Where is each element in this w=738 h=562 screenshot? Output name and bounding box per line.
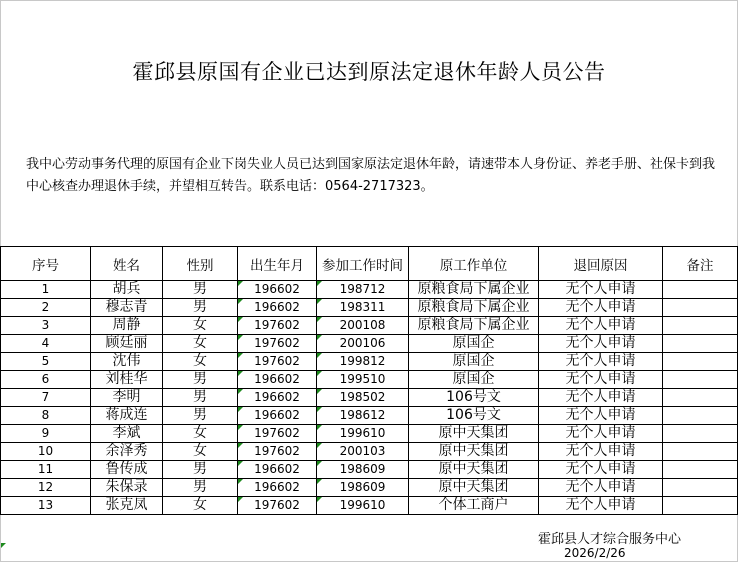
- cell-work-start: 200108: [317, 317, 409, 335]
- cell-name: 沈伟: [91, 353, 163, 371]
- cell-birth: 196602: [238, 371, 317, 389]
- col-header-reason: 退回原因: [539, 247, 663, 281]
- cell-unit: 106号文: [409, 407, 539, 425]
- cell-unit: 原粮食局下属企业: [409, 317, 539, 335]
- cell-no: 10: [1, 443, 91, 461]
- cell-reason: 无个人申请: [539, 461, 663, 479]
- cell-remark: [663, 497, 738, 515]
- notice-text: 我中心劳动事务代理的原国有企业下岗失业人员已达到国家原法定退休年龄，请速带本人身份证、养老手册、社保卡到我中心核查办理退休手续，并望相互转告。联系电话：0564-2717323。: [26, 157, 716, 194]
- table-header-row: [1, 247, 738, 281]
- cell-unit: 106号文: [409, 389, 539, 407]
- table-row: [1, 389, 738, 407]
- cell-remark: [663, 281, 738, 299]
- cell-gender: 女: [163, 353, 238, 371]
- cell-gender: 女: [163, 425, 238, 443]
- cell-remark: [663, 299, 738, 317]
- table-row: [1, 425, 738, 443]
- cell-work-start: 198502: [317, 389, 409, 407]
- table-row: [1, 353, 738, 371]
- cell-name: 朱保录: [91, 479, 163, 497]
- cell-name: 胡兵: [91, 281, 163, 299]
- cell-birth: 197602: [238, 443, 317, 461]
- personnel-table: [0, 246, 738, 515]
- cell-no: 7: [1, 389, 91, 407]
- cell-birth: 197602: [238, 497, 317, 515]
- table-row: [1, 299, 738, 317]
- col-header-birth: 出生年月: [238, 247, 317, 281]
- cell-birth: 196602: [238, 407, 317, 425]
- cell-unit: 原中天集团: [409, 425, 539, 443]
- cell-work-start: 200106: [317, 335, 409, 353]
- cell-remark: [663, 443, 738, 461]
- col-header-work-start: 参加工作时间: [317, 247, 409, 281]
- table-row: [1, 479, 738, 497]
- cell-remark: [663, 317, 738, 335]
- cell-gender: 女: [163, 443, 238, 461]
- cell-unit: 原国企: [409, 353, 539, 371]
- cell-no: 8: [1, 407, 91, 425]
- cell-no: 11: [1, 461, 91, 479]
- cell-reason: 无个人申请: [539, 425, 663, 443]
- cell-no: 6: [1, 371, 91, 389]
- col-header-no: 序号: [1, 247, 91, 281]
- cell-gender: 女: [163, 335, 238, 353]
- cell-no: 4: [1, 335, 91, 353]
- cell-birth: 197602: [238, 353, 317, 371]
- footer-date: 2026/2/26: [564, 546, 626, 560]
- table-row: [1, 407, 738, 425]
- cell-name: 穆志青: [91, 299, 163, 317]
- cell-unit: 原国企: [409, 335, 539, 353]
- cell-no: 13: [1, 497, 91, 515]
- table-row: [1, 335, 738, 353]
- cell-birth: 196602: [238, 389, 317, 407]
- cell-work-start: 198612: [317, 407, 409, 425]
- cell-reason: 无个人申请: [539, 353, 663, 371]
- cell-gender: 男: [163, 299, 238, 317]
- table-body: [1, 281, 738, 515]
- cell-remark: [663, 479, 738, 497]
- table-row: [1, 371, 738, 389]
- cell-gender: 男: [163, 461, 238, 479]
- cell-name: 余泽秀: [91, 443, 163, 461]
- table-row: [1, 443, 738, 461]
- cell-reason: 无个人申请: [539, 281, 663, 299]
- cell-gender: 女: [163, 497, 238, 515]
- col-header-gender: 性别: [163, 247, 238, 281]
- cell-gender: 男: [163, 371, 238, 389]
- cell-birth: 197602: [238, 335, 317, 353]
- cell-gender: 男: [163, 389, 238, 407]
- cell-reason: 无个人申请: [539, 371, 663, 389]
- cell-birth: 197602: [238, 317, 317, 335]
- cell-unit: 原中天集团: [409, 479, 539, 497]
- cell-birth: 196602: [238, 461, 317, 479]
- cell-work-start: 199510: [317, 371, 409, 389]
- cell-remark: [663, 353, 738, 371]
- cell-reason: 无个人申请: [539, 407, 663, 425]
- col-header-unit: 原工作单位: [409, 247, 539, 281]
- cell-no: 2: [1, 299, 91, 317]
- cell-reason: 无个人申请: [539, 317, 663, 335]
- cell-work-start: 199812: [317, 353, 409, 371]
- table-row: [1, 317, 738, 335]
- cell-no: 9: [1, 425, 91, 443]
- cell-work-start: 198712: [317, 281, 409, 299]
- cell-name: 顾廷丽: [91, 335, 163, 353]
- cell-work-start: 200103: [317, 443, 409, 461]
- cell-remark: [663, 407, 738, 425]
- table-row: [1, 497, 738, 515]
- cell-birth: 197602: [238, 425, 317, 443]
- cell-no: 5: [1, 353, 91, 371]
- cell-name: 李明: [91, 389, 163, 407]
- cell-gender: 男: [163, 479, 238, 497]
- cell-gender: 女: [163, 317, 238, 335]
- cell-work-start: 199610: [317, 497, 409, 515]
- cell-error-flag: [1, 543, 6, 548]
- cell-reason: 无个人申请: [539, 497, 663, 515]
- cell-name: 李斌: [91, 425, 163, 443]
- cell-name: 周静: [91, 317, 163, 335]
- cell-no: 1: [1, 281, 91, 299]
- cell-work-start: 198609: [317, 479, 409, 497]
- cell-name: 鲁传成: [91, 461, 163, 479]
- cell-unit: 原粮食局下属企业: [409, 299, 539, 317]
- table-row: [1, 461, 738, 479]
- cell-reason: 无个人申请: [539, 389, 663, 407]
- col-header-remark: 备注: [663, 247, 738, 281]
- cell-reason: 无个人申请: [539, 299, 663, 317]
- cell-birth: 196602: [238, 281, 317, 299]
- cell-unit: 个体工商户: [409, 497, 539, 515]
- cell-gender: 男: [163, 281, 238, 299]
- cell-remark: [663, 425, 738, 443]
- page-title: 霍邱县原国有企业已达到原法定退休年龄人员公告: [132, 60, 606, 84]
- cell-work-start: 198311: [317, 299, 409, 317]
- cell-remark: [663, 335, 738, 353]
- cell-name: 张克凤: [91, 497, 163, 515]
- cell-remark: [663, 461, 738, 479]
- cell-reason: 无个人申请: [539, 335, 663, 353]
- cell-unit: 原中天集团: [409, 461, 539, 479]
- cell-unit: 原粮食局下属企业: [409, 281, 539, 299]
- cell-unit: 原国企: [409, 371, 539, 389]
- cell-birth: 196602: [238, 299, 317, 317]
- cell-no: 12: [1, 479, 91, 497]
- cell-work-start: 198609: [317, 461, 409, 479]
- cell-name: 刘桂华: [91, 371, 163, 389]
- cell-name: 蒋成连: [91, 407, 163, 425]
- cell-reason: 无个人申请: [539, 443, 663, 461]
- cell-no: 3: [1, 317, 91, 335]
- table-row: [1, 281, 738, 299]
- cell-work-start: 199610: [317, 425, 409, 443]
- cell-reason: 无个人申请: [539, 479, 663, 497]
- cell-unit: 原中天集团: [409, 443, 539, 461]
- cell-birth: 196602: [238, 479, 317, 497]
- footer-org: 霍邱县人才综合服务中心: [538, 532, 682, 547]
- cell-remark: [663, 371, 738, 389]
- col-header-name: 姓名: [91, 247, 163, 281]
- cell-gender: 男: [163, 407, 238, 425]
- cell-remark: [663, 389, 738, 407]
